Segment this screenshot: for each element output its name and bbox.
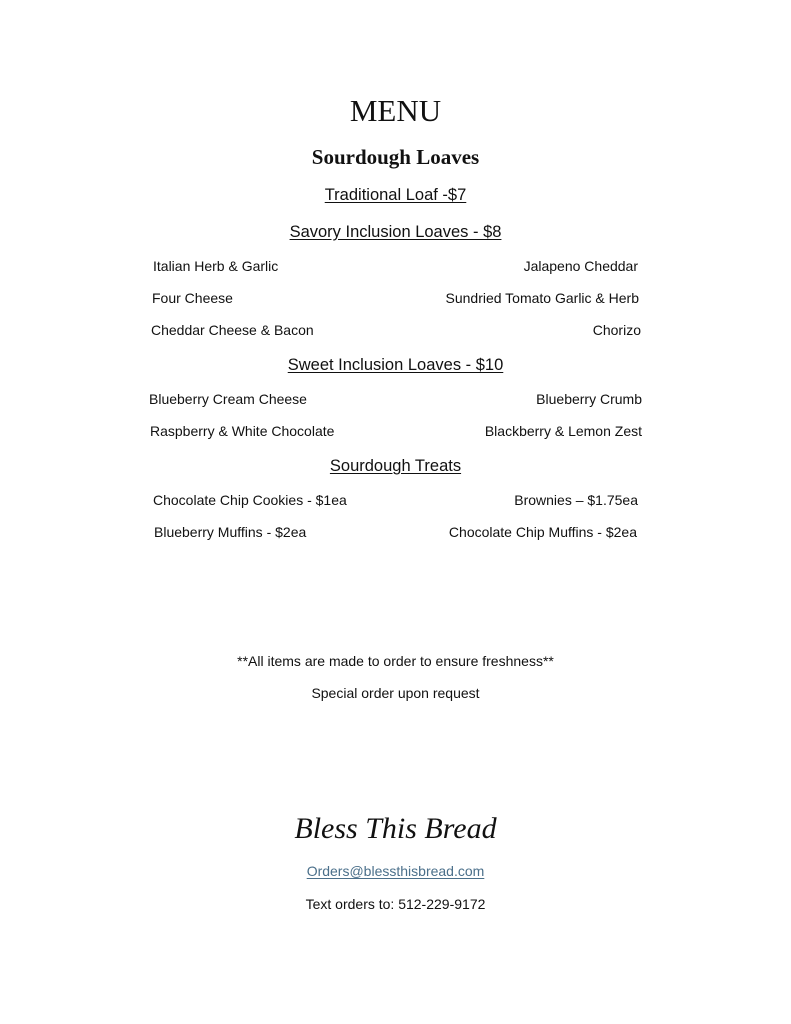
email-row [0,862,791,880]
menu-item: Blueberry Cream Cheese [149,391,307,407]
menu-item: Raspberry & White Chocolate [150,423,335,439]
menu-item: Four Cheese [152,290,233,306]
menu-item: Brownies – $1.75ea [514,492,638,508]
special-order-note: Special order upon request [311,685,480,701]
menu-item: Blueberry Muffins - $2ea [154,524,307,540]
section-title: Sourdough Loaves [311,145,480,169]
brand-name: Bless This Bread [294,812,497,845]
menu-item: Cheddar Cheese & Bacon [151,322,314,338]
menu-title: MENU [349,93,442,128]
sweet-heading: Sweet Inclusion Loaves - $10 [287,356,504,374]
menu-item: Italian Herb & Garlic [153,258,279,274]
phone-text: Text orders to: 512-229-9172 [305,896,486,912]
menu-item: Blueberry Crumb [536,391,642,407]
menu-item: Sundried Tomato Garlic & Herb [445,290,639,306]
treats-heading: Sourdough Treats [329,457,462,475]
traditional-loaf-heading: Traditional Loaf -$7 [324,186,467,204]
menu-item: Jalapeno Cheddar [523,258,638,274]
menu-item: Chorizo [592,322,641,338]
menu-item: Chocolate Chip Muffins - $2ea [448,524,637,540]
freshness-note: **All items are made to order to ensure freshness** [237,653,554,669]
menu-item: Blackberry & Lemon Zest [484,423,642,439]
savory-heading: Savory Inclusion Loaves - $8 [289,223,502,241]
email-link[interactable]: Orders@blessthisbread.com [306,863,485,879]
menu-item: Chocolate Chip Cookies - $1ea [153,492,347,508]
